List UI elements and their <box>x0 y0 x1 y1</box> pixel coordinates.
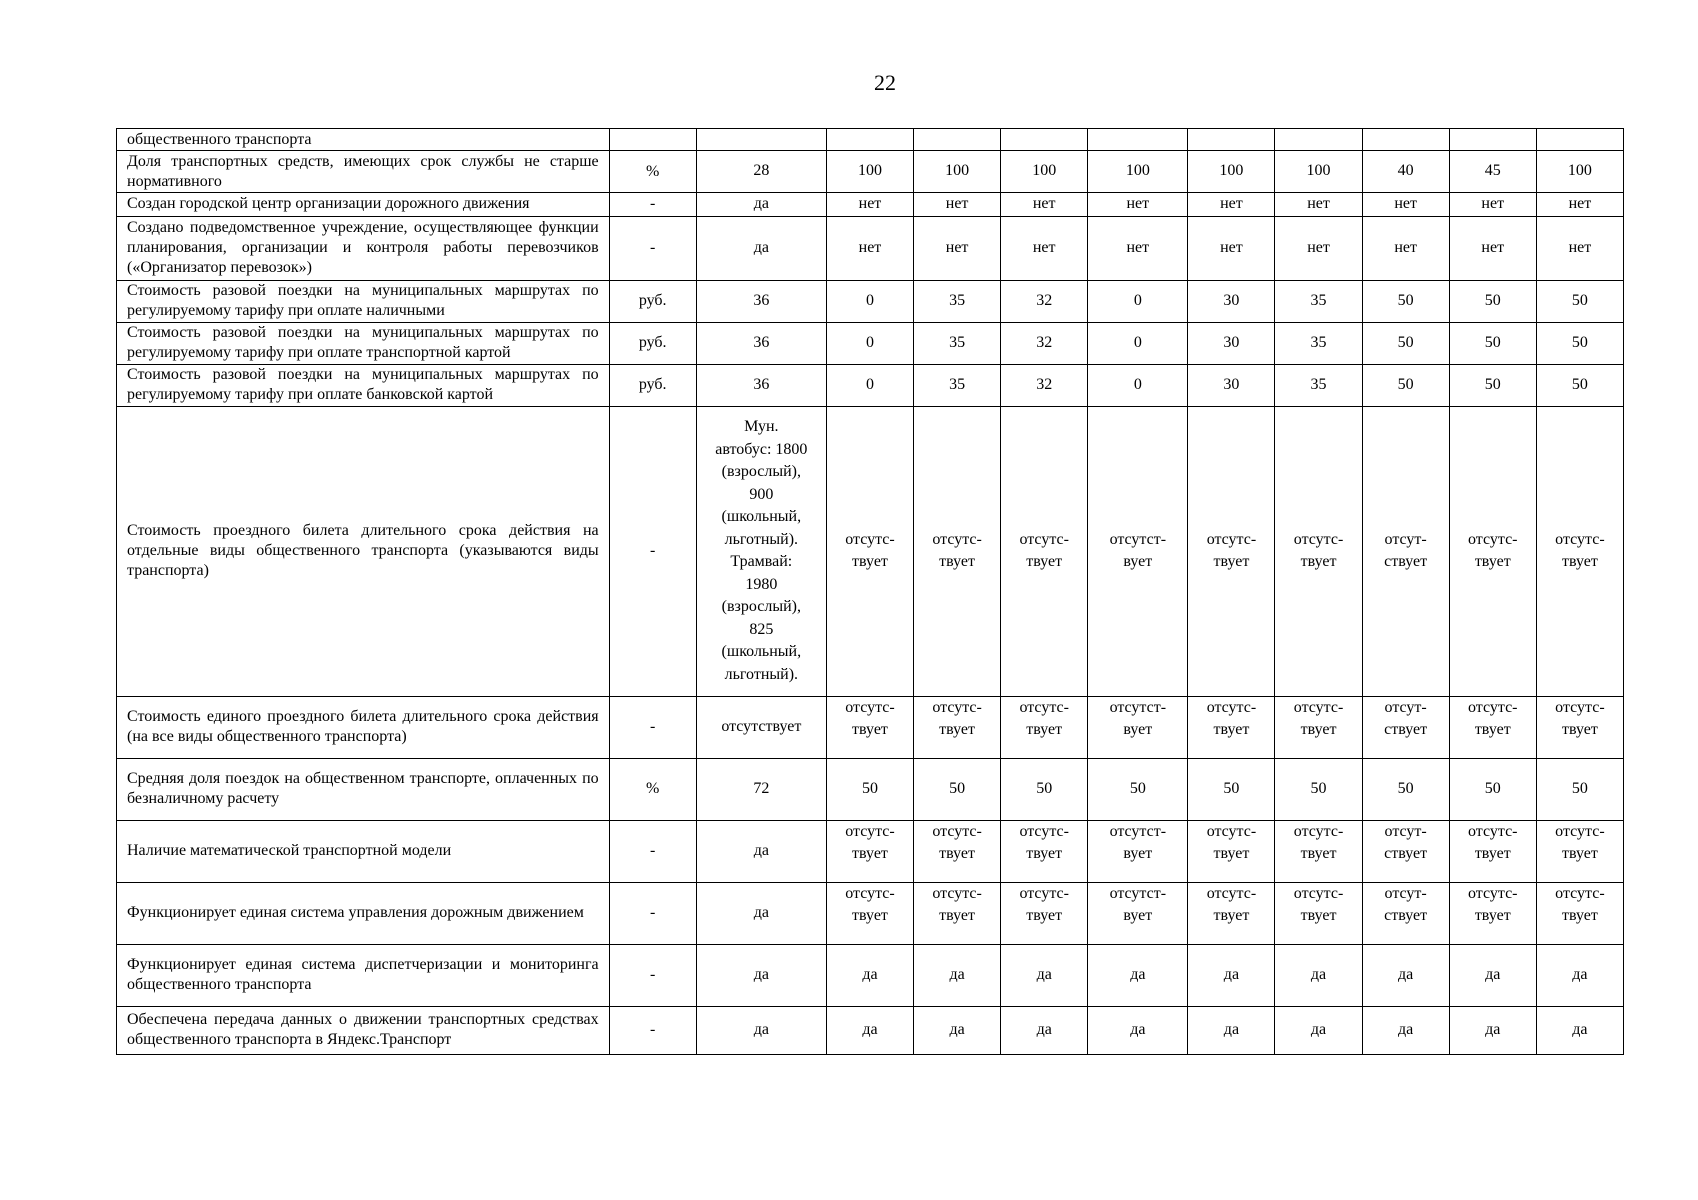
row-value: отсут- ствует <box>1362 882 1449 944</box>
row-value: нет <box>1001 216 1088 280</box>
row-label: Обеспечена передача данных о движении транспортных средствах общественного транспорта в Яндекс.Транспорт <box>117 1006 610 1054</box>
row-value: 100 <box>1088 151 1188 193</box>
row-value: 0 <box>826 364 913 406</box>
row-value: отсутст- вует <box>1088 820 1188 882</box>
row-value <box>826 129 913 151</box>
row-unit: % <box>609 151 696 193</box>
row-label: Стоимость проездного билета длительного срока действия на отдельные виды общественного транспорта (указываются виды транспорта) <box>117 406 610 696</box>
row-value: 50 <box>1536 758 1623 820</box>
row-value <box>1275 129 1362 151</box>
row-value: 36 <box>696 322 826 364</box>
row-value: 100 <box>826 151 913 193</box>
row-value: да <box>914 1006 1001 1054</box>
table-row <box>117 322 1624 364</box>
row-unit: % <box>609 758 696 820</box>
row-value: 100 <box>1001 151 1088 193</box>
row-value: да <box>1188 1006 1275 1054</box>
row-value: отсутс- твует <box>1001 882 1088 944</box>
row-value: 72 <box>696 758 826 820</box>
row-value: нет <box>1449 193 1536 217</box>
row-value <box>914 129 1001 151</box>
row-value: отсут- ствует <box>1362 820 1449 882</box>
row-value: да <box>826 944 913 1006</box>
row-value: 30 <box>1188 280 1275 322</box>
table-row <box>117 820 1624 882</box>
row-value: 28 <box>696 151 826 193</box>
row-value: 50 <box>1536 364 1623 406</box>
row-value: 50 <box>914 758 1001 820</box>
row-unit: - <box>609 216 696 280</box>
row-value <box>1362 129 1449 151</box>
row-value: да <box>1275 1006 1362 1054</box>
row-value: да <box>1362 944 1449 1006</box>
row-value: да <box>696 216 826 280</box>
row-label: Функционирует единая система управления дорожным движением <box>117 882 610 944</box>
row-value: нет <box>1536 193 1623 217</box>
row-unit: - <box>609 696 696 758</box>
row-value: отсутс- твует <box>826 882 913 944</box>
row-value: 0 <box>1088 322 1188 364</box>
row-value: отсут- ствует <box>1362 696 1449 758</box>
row-value: 50 <box>1449 758 1536 820</box>
row-value: отсутс- твует <box>1188 820 1275 882</box>
row-value: 50 <box>1449 280 1536 322</box>
row-value: да <box>1088 1006 1188 1054</box>
row-value: отсутс- твует <box>1449 406 1536 696</box>
row-value: да <box>696 882 826 944</box>
row-value: 35 <box>1275 364 1362 406</box>
row-value: отсутс- твует <box>914 882 1001 944</box>
row-value: нет <box>826 193 913 217</box>
table-row <box>117 944 1624 1006</box>
page-number: 22 <box>874 70 896 95</box>
row-value: отсутс- твует <box>1188 696 1275 758</box>
row-value: отсут- ствует <box>1362 406 1449 696</box>
row-value: отсутствует <box>696 696 826 758</box>
row-value: нет <box>914 216 1001 280</box>
row-value: отсутс- твует <box>1536 696 1623 758</box>
row-value: отсутс- твует <box>1536 406 1623 696</box>
row-value: 50 <box>1536 280 1623 322</box>
row-value: нет <box>914 193 1001 217</box>
row-value: нет <box>1088 193 1188 217</box>
indicators-table <box>116 128 1624 1055</box>
row-value: отсутс- твует <box>1188 882 1275 944</box>
row-unit: - <box>609 882 696 944</box>
row-label: Стоимость единого проездного билета длительного срока действия (на все виды общественного транспорта) <box>117 696 610 758</box>
row-unit: руб. <box>609 364 696 406</box>
table-row <box>117 696 1624 758</box>
row-value: 50 <box>1362 758 1449 820</box>
row-value: 50 <box>1001 758 1088 820</box>
table-row <box>117 758 1624 820</box>
row-label: Доля транспортных средств, имеющих срок службы не старше нормативного <box>117 151 610 193</box>
row-value: 0 <box>1088 280 1188 322</box>
row-value: 50 <box>1362 322 1449 364</box>
row-value: 36 <box>696 280 826 322</box>
row-value: нет <box>1362 193 1449 217</box>
row-value: 50 <box>1188 758 1275 820</box>
row-value: отсутс- твует <box>1275 820 1362 882</box>
row-label: Наличие математической транспортной модели <box>117 820 610 882</box>
row-value: 35 <box>914 322 1001 364</box>
row-unit <box>609 129 696 151</box>
row-value: нет <box>1275 216 1362 280</box>
row-value: 100 <box>1188 151 1275 193</box>
row-value: да <box>696 193 826 217</box>
row-value: отсутс- твует <box>1449 696 1536 758</box>
row-value: отсутс- твует <box>1536 882 1623 944</box>
row-value: отсутс- твует <box>1275 882 1362 944</box>
row-value: 45 <box>1449 151 1536 193</box>
row-unit: - <box>609 1006 696 1054</box>
row-value <box>1088 129 1188 151</box>
row-unit: руб. <box>609 322 696 364</box>
table-row <box>117 364 1624 406</box>
row-label: Средняя доля поездок на общественном транспорте, оплаченных по безналичному расчету <box>117 758 610 820</box>
row-value: нет <box>1188 193 1275 217</box>
row-value: Мун. автобус: 1800 (взрослый), 900 (школьный, льготный). Трамвай: 1980 (взрослый), 825 (школьный, льготный). <box>696 406 826 696</box>
row-unit: - <box>609 944 696 1006</box>
row-value: да <box>1088 944 1188 1006</box>
row-value: отсутс- твует <box>826 820 913 882</box>
row-value: да <box>1362 1006 1449 1054</box>
row-label: Функционирует единая система диспетчеризации и мониторинга общественного транспорта <box>117 944 610 1006</box>
table-row <box>117 882 1624 944</box>
row-value: да <box>1001 1006 1088 1054</box>
row-value: отсутс- твует <box>1449 820 1536 882</box>
row-value: нет <box>1188 216 1275 280</box>
row-value: да <box>1449 944 1536 1006</box>
row-value: да <box>696 820 826 882</box>
table-row <box>117 151 1624 193</box>
row-value <box>1449 129 1536 151</box>
row-value: 36 <box>696 364 826 406</box>
row-value: отсутс- твует <box>914 406 1001 696</box>
row-value: нет <box>1449 216 1536 280</box>
row-value: да <box>1188 944 1275 1006</box>
row-value: нет <box>1275 193 1362 217</box>
row-value: отсутс- твует <box>1275 406 1362 696</box>
row-value: отсутс- твует <box>1188 406 1275 696</box>
row-value: 100 <box>1536 151 1623 193</box>
row-value: отсутс- твует <box>914 820 1001 882</box>
row-value: да <box>696 1006 826 1054</box>
row-value: 30 <box>1188 364 1275 406</box>
row-label: Создано подведомственное учреждение, осуществляющее функции планирования, организации и контроля работы перевозчиков («Организатор перевозок») <box>117 216 610 280</box>
row-value: да <box>1536 944 1623 1006</box>
row-value: отсутс- твует <box>826 406 913 696</box>
row-value: 35 <box>1275 280 1362 322</box>
row-value: отсутс- твует <box>1536 820 1623 882</box>
row-value: да <box>696 944 826 1006</box>
row-label: Стоимость разовой поездки на муниципальных маршрутах по регулируемому тарифу при оплате транспортной картой <box>117 322 610 364</box>
row-value: 32 <box>1001 280 1088 322</box>
row-value: отсутст- вует <box>1088 882 1188 944</box>
row-value: да <box>1536 1006 1623 1054</box>
row-label: Стоимость разовой поездки на муниципальных маршрутах по регулируемому тарифу при оплате наличными <box>117 280 610 322</box>
table-row <box>117 129 1624 151</box>
row-value: 50 <box>1362 280 1449 322</box>
row-value: 50 <box>1449 322 1536 364</box>
row-value: отсутс- твует <box>914 696 1001 758</box>
row-label: Стоимость разовой поездки на муниципальных маршрутах по регулируемому тарифу при оплате банковской картой <box>117 364 610 406</box>
row-value: да <box>914 944 1001 1006</box>
row-value: отсутс- твует <box>1001 696 1088 758</box>
row-unit: - <box>609 820 696 882</box>
row-value: отсутс- твует <box>826 696 913 758</box>
row-value: нет <box>826 216 913 280</box>
table-row <box>117 406 1624 696</box>
row-value: 0 <box>826 322 913 364</box>
row-value: 35 <box>914 364 1001 406</box>
row-value: отсутст- вует <box>1088 406 1188 696</box>
row-value: 32 <box>1001 322 1088 364</box>
row-value: да <box>1275 944 1362 1006</box>
row-value <box>696 129 826 151</box>
row-value <box>1188 129 1275 151</box>
table-row <box>117 1006 1624 1054</box>
row-unit: - <box>609 406 696 696</box>
row-label: Создан городской центр организации дорожного движения <box>117 193 610 217</box>
row-value: 50 <box>1362 364 1449 406</box>
row-value: 32 <box>1001 364 1088 406</box>
row-value: отсутс- твует <box>1001 406 1088 696</box>
row-value: 50 <box>1088 758 1188 820</box>
row-value: 50 <box>1449 364 1536 406</box>
row-value: 100 <box>1275 151 1362 193</box>
row-value: 30 <box>1188 322 1275 364</box>
row-value: 50 <box>826 758 913 820</box>
row-value: 50 <box>1536 322 1623 364</box>
row-value: да <box>1449 1006 1536 1054</box>
row-value: отсутс- твует <box>1449 882 1536 944</box>
table-row <box>117 216 1624 280</box>
row-value: 100 <box>914 151 1001 193</box>
row-value: 35 <box>914 280 1001 322</box>
row-value: 0 <box>1088 364 1188 406</box>
row-value: да <box>826 1006 913 1054</box>
row-value: нет <box>1536 216 1623 280</box>
row-value: 0 <box>826 280 913 322</box>
row-value: отсутст- вует <box>1088 696 1188 758</box>
row-value: нет <box>1362 216 1449 280</box>
row-value <box>1001 129 1088 151</box>
row-unit: - <box>609 193 696 217</box>
row-value: нет <box>1088 216 1188 280</box>
row-label: общественного транспорта <box>117 129 610 151</box>
row-value: 50 <box>1275 758 1362 820</box>
row-value: 40 <box>1362 151 1449 193</box>
row-value <box>1536 129 1623 151</box>
table-row <box>117 193 1624 217</box>
row-value: отсутс- твует <box>1275 696 1362 758</box>
row-value: 35 <box>1275 322 1362 364</box>
row-value: отсутс- твует <box>1001 820 1088 882</box>
row-unit: руб. <box>609 280 696 322</box>
row-value: нет <box>1001 193 1088 217</box>
row-value: да <box>1001 944 1088 1006</box>
table-row <box>117 280 1624 322</box>
